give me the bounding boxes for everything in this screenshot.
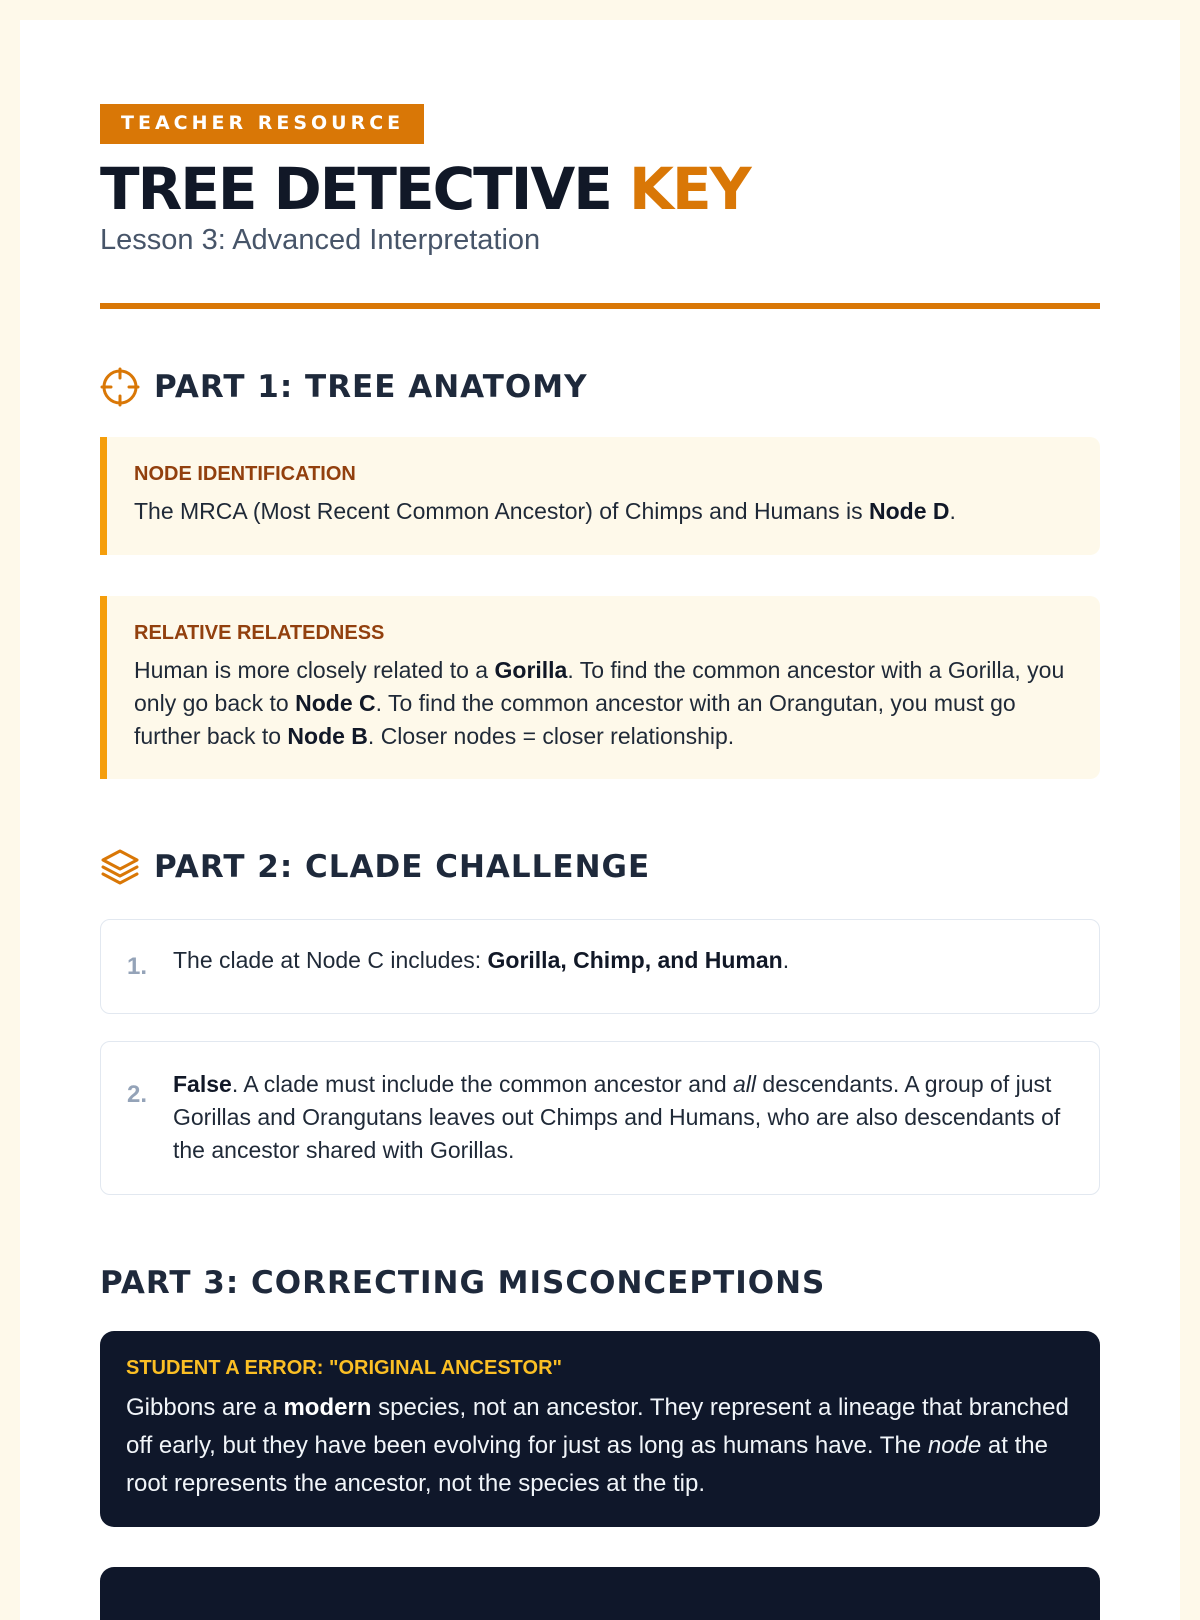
teacher-resource-badge: TEACHER RESOURCE (100, 104, 424, 144)
page-title (100, 155, 1100, 223)
misconception-card (100, 1331, 1100, 1527)
answer-text: The clade at Node C includes: Gorilla, Chimp, and Human. (173, 947, 790, 973)
part3-heading-text: PART 3: CORRECTING MISCONCEPTIONS (100, 1265, 826, 1301)
worksheet-content (100, 104, 1100, 1620)
part1-heading-text: PART 1: TREE ANATOMY (154, 369, 588, 405)
misconception-label: STUDENT A ERROR: "ORIGINAL ANCESTOR" (126, 1357, 563, 1379)
callout-body: The MRCA (Most Recent Common Ancestor) of Chimps and Humans is Node D. (134, 498, 956, 524)
callout-label: RELATIVE RELATEDNESS (134, 622, 385, 644)
clade-answer-card (100, 1041, 1100, 1195)
callout-label: NODE IDENTIFICATION (134, 463, 356, 485)
layers-icon (100, 847, 140, 887)
part1-heading (100, 367, 1100, 407)
answer-text: False. A clade must include the common ancestor and all descendants. A group of just Gorillas and Orangutans leaves out Chimps and Humans, who are also descendants of the ancestor shared with Gorillas. (173, 1071, 1061, 1163)
part3-heading (100, 1265, 1100, 1301)
answer-number: 1. (127, 953, 148, 980)
title-main: TREE DETECTIVE (100, 155, 611, 223)
callout-body: Human is more closely related to a Gorilla. To find the common ancestor with a Gorilla, you only go back to Node C. To find the common ancestor with an Orangutan, you must go further back to Node B. Closer nodes = closer relationship. (134, 657, 1065, 749)
worksheet-page (20, 20, 1180, 1620)
misconception-card-partial (100, 1567, 1100, 1620)
lesson-subtitle: Lesson 3: Advanced Interpretation (100, 224, 541, 256)
title-accent: KEY (629, 155, 750, 223)
header-divider (100, 303, 1100, 309)
clade-answer-card (100, 919, 1100, 1014)
part2-heading (100, 847, 1100, 887)
misconception-body: Gibbons are a modern species, not an ancestor. They represent a lineage that branched off early, but they have been evolving for just as long as humans have. The node at the root represents the ancestor, not the species at the tip. (126, 1394, 1069, 1497)
answer-number: 2. (127, 1081, 148, 1108)
crosshair-icon (100, 367, 140, 407)
relative-relatedness-callout (100, 596, 1100, 779)
part2-heading-text: PART 2: CLADE CHALLENGE (154, 849, 651, 885)
node-identification-callout (100, 437, 1100, 555)
